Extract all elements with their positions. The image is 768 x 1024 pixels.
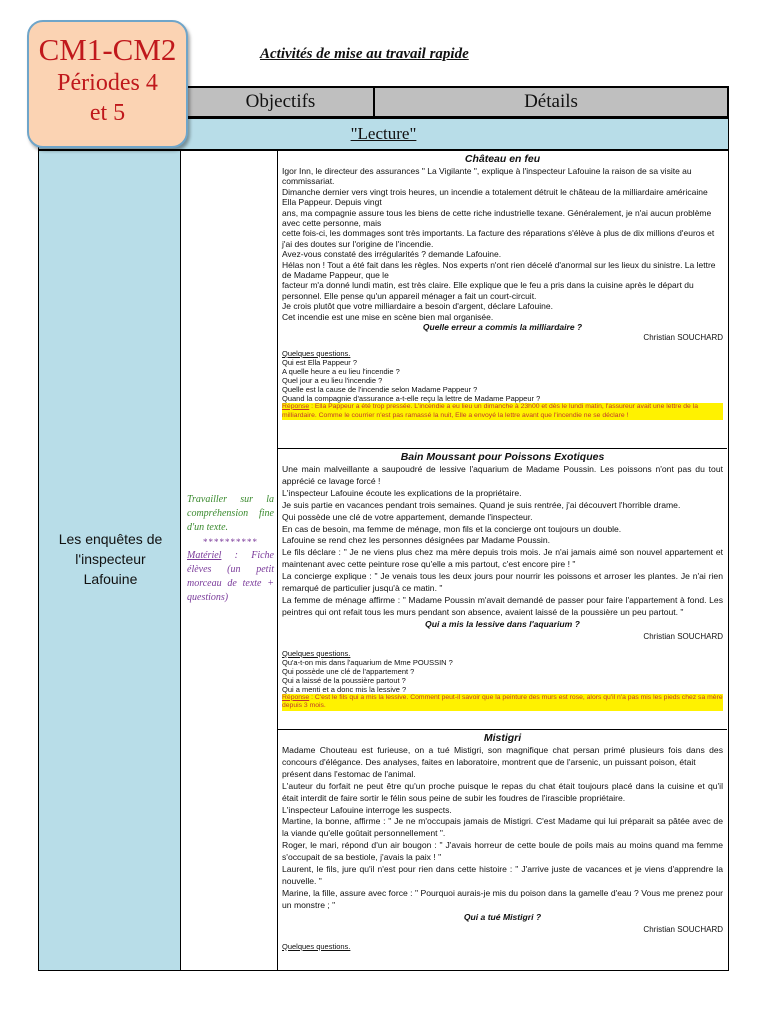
material-text: : Fiche élèves (un petit morceau de texte + questions) [187, 550, 274, 603]
theme-line: Les enquêtes de [58, 531, 163, 547]
story-line: présent dans l'estomac de l'animal. [282, 768, 416, 779]
questions-heading: Quelques questions. [282, 348, 351, 358]
question-item: Quelle est la cause de l'incendie selon Madame Pappeur ? [282, 384, 478, 394]
question-item: Qui a menti et a donc mis la lessive ? [282, 684, 407, 694]
story-line: Une main malveillante a saupoudré de lessive l'aquarium de Madame Poussin. Les poissons n'ont pas du tout apprécié ce lavage forcé ! [282, 464, 723, 486]
question-item: Quel jour a eu lieu l'incendie ? [282, 375, 383, 385]
story-line: Laurent, le fils, jure qu'il n'est pour rien dans cette histoire : " J'arrive juste de vacances et je viens d'apprendre la nouvelle. " [282, 864, 723, 886]
lecture-label: "Lecture" [350, 124, 417, 143]
story-question: Quelle erreur a commis la milliardaire ? [422, 322, 583, 333]
story-line: Madame Chouteau est furieuse, on a tué Mistigri, son magnifique chat persan primé plusieurs fois dans des concours d'élégance. Des analyses, faites en laboratoire, montrent que de l'arsenic, un puissant poison, était [282, 745, 723, 767]
story-author: Christian SOUCHARD [643, 924, 723, 934]
story-author: Christian SOUCHARD [643, 332, 723, 342]
story-line: Igor Inn, le directeur des assurances " La Vigilante ", explique à l'inspecteur Lafouine la raison de sa visite au commissariat. [282, 166, 692, 187]
story-line: Qui possède une clé de votre appartement, demande l'inspecteur. [282, 511, 533, 522]
story-line: facteur m'a donné lundi matin, est très claire. Elle explique que le feu a pris dans la cuisine après le départ du personnel. Elle pense qu'un appareil ménager a fait un court-circuit. [282, 280, 694, 301]
objectives-text [187, 493, 274, 605]
answer-highlight [282, 403, 723, 420]
answer-text: : Ella Pappeur a été trop pressée. L'incendie a eu lieu un dimanche à 23h00 et dès le lundi matin, l'assureur avait une lettre de la milliardaire. Comme le courrier n'est pas ramassé la nuit, Elle a envoyé la lettre avant que l'incendie ne se déclare ! [282, 402, 698, 419]
details-column [278, 150, 729, 971]
objectives-column [181, 150, 278, 971]
material-label: Matériel [187, 550, 222, 561]
document-title: Activités de mise au travail rapide [260, 46, 469, 62]
story-line: Cet incendie est une mise en scène bien mal organisée. [282, 311, 494, 322]
story-line: L'inspecteur Lafouine interroge les suspects. [282, 804, 452, 815]
header-details: Détails [373, 86, 729, 118]
question-item: Qu'a-t-on mis dans l'aquarium de Mme POUSSIN ? [282, 657, 453, 667]
story-title: Bain Moussant pour Poissons Exotiques [400, 451, 605, 463]
level-badge [27, 20, 188, 148]
story-mistigri [282, 731, 723, 951]
story-title: Château en feu [464, 153, 541, 165]
story-line: Je suis partie en vacances pendant trois semaines. Quand je suis rentrée, j'ai découvert l'horrible drame. [282, 499, 681, 510]
theme-line: Lafouine [83, 571, 138, 587]
question-item: A quelle heure a eu lieu l'incendie ? [282, 366, 400, 376]
badge-period: Périodes 4 [57, 70, 158, 96]
answer-label: Réponse [282, 402, 310, 410]
story-line: Martine, la bonne, affirme : " Je ne m'occupais jamais de Mistigri. C'est Madame qui lui préparait sa pâtée avec de la viande qu'elle goûtait personnellement ". [282, 816, 723, 839]
header-objectifs: Objectifs [186, 86, 375, 118]
story-line: La concierge explique : " Je venais tous les deux jours pour nourrir les poissons et arroser les plantes. Je n'ai rien remarqué de particulier jusqu'à ce matin. " [282, 571, 723, 594]
theme-column [38, 150, 181, 971]
story-line: Lafouine se rend chez les personnes désignées par Madame Poussin. [282, 535, 551, 546]
story-line: Le fils déclare : " Je ne viens plus chez ma mère depuis trois mois. Je n'ai jamais aimé son nouvel appartement et maintenant avec cette peinture rose qu'elle a mis partout, c'est encore pire ! " [282, 547, 723, 570]
questions-heading: Quelques questions. [282, 941, 351, 951]
story-title: Mistigri [483, 732, 522, 744]
story-chateau-en-feu [282, 152, 723, 420]
section-divider [278, 729, 727, 730]
story-line: Roger, le mari, répond d'un air bougon : " J'avais horreur de cette boule de poils mais au moins quand ma femme s'occupait de sa bestiole, j'avais la paix ! " [282, 840, 723, 863]
story-line: La femme de ménage affirme : " Madame Poussin m'avait demandé de passer pour faire l'appartement à fond. Les peintres qui ont refait tous les murs pendant son absence, avaient laissé de la poussière un peu partout. " [282, 594, 723, 617]
story-line: En cas de besoin, ma femme de ménage, mon fils et la concierge ont toujours un double. [282, 523, 622, 534]
story-line: L'auteur du forfait ne peut être qu'un proche puisque le repas du chat était toujours placé dans la cuisine et qu'il était interdit de faire sortir le félin sous peine de subir les foudres de l'irascible propriétaire. [282, 780, 723, 803]
question-item: Qui est Ella Pappeur ? [282, 357, 358, 367]
story-line: L'inspecteur Lafouine écoute les explications de la propriétaire. [282, 487, 522, 498]
questions-heading: Quelques questions. [282, 648, 351, 658]
theme-line: l'inspecteur [75, 551, 146, 567]
question-item: Qui possède une clé de l'appartement ? [282, 666, 415, 676]
objective-separator: ********** [203, 537, 258, 547]
section-divider [278, 448, 727, 449]
objective-goal: Travailler sur la compréhension fine d'un texte. [187, 494, 274, 533]
story-question: Qui a mis la lessive dans l'aquarium ? [425, 618, 580, 629]
story-line: Avez-vous constaté des irrégularités ? demande Lafouine. [282, 249, 502, 260]
story-author: Christian SOUCHARD [643, 631, 723, 641]
answer-label: Réponse [282, 693, 310, 701]
story-line: cette fois-ci, les dommages sont très importants. La facture des réparations s'élève à plus de dix millions d'euros et j'ai des doutes sur l'origine de l'incendie. [282, 228, 715, 249]
question-item: Quand la compagnie d'assurance a-t-elle reçu la lettre de Madame Pappeur ? [282, 393, 541, 403]
story-bain-moussant [282, 450, 723, 711]
theme-title [39, 529, 182, 589]
story-line: Dimanche dernier vers vingt trois heures, un incendie a totalement détruit le château de la milliardaire américaine Ella Pappeur. Depuis vingt [282, 186, 708, 208]
story-line: Hélas non ! Tout a été fait dans les règles. Nos experts n'ont rien décelé d'anormal sur les lieux du sinistre. La lettre de Madame Pappeur, que le [282, 259, 716, 281]
question-item: Qui a laissé de la poussière partout ? [282, 675, 406, 685]
objective-material [187, 549, 274, 605]
story-line: ans, ma compagnie assure tous les biens de cette riche industrielle texane. Généralement, je n'ai aucun problème avec cette personne, mais [282, 207, 712, 229]
story-line: Je crois plutôt que votre milliardaire a besoin d'argent, déclare Lafouine. [282, 301, 553, 312]
answer-highlight [282, 694, 723, 711]
badge-period-cont: et 5 [89, 100, 126, 126]
badge-level: CM1-CM2 [38, 32, 177, 67]
story-line: Marine, la fille, assure avec force : " Pourquoi aurais-je mis du poison dans la gamelle d'eau ? Vous me prenez pour un monstre ; " [282, 887, 723, 910]
story-question: Qui a tué Mistigri ? [463, 911, 542, 922]
answer-text: : C'est le fils qui a mis la lessive. Comment peut-il savoir que la peinture des murs est rose, alors qu'il n'a pas mis les pieds chez sa mère depuis 3 mois. [282, 693, 723, 710]
